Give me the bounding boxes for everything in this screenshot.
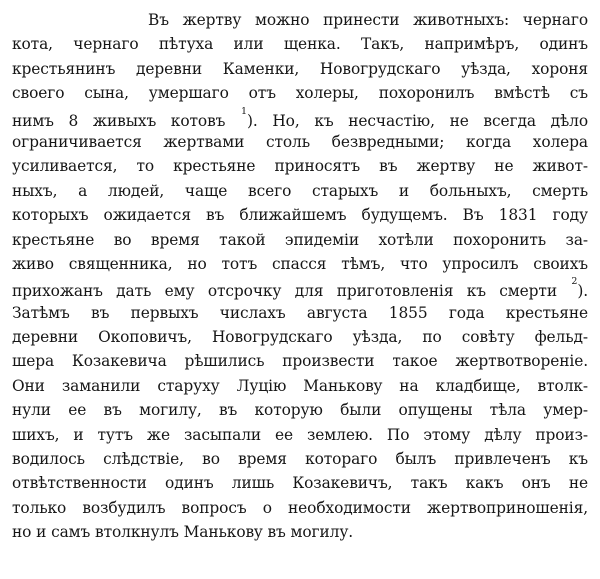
text-line: своего сына, умершаго отъ холеры, похоронилъ вмѣстѣ съ [12, 84, 588, 103]
text-line: но и самъ втолкнулъ Маньковy въ могилу. [12, 523, 354, 542]
text-line: которыхъ ожидается въ ближайшемъ будущемъ. Въ 1831 году [12, 206, 588, 225]
footnote-marker: 2 [571, 276, 578, 288]
text-line: усиливается, то крестьяне приносятъ въ жертву не живот- [12, 157, 588, 176]
text-line: крестьяне во время такой эпидеміи хотѣли похоронить за- [12, 230, 588, 249]
footnote-marker: 1 [241, 105, 247, 117]
text-line: водилось слѣдствіе, во время котораго былъ привлеченъ къ [12, 450, 588, 469]
text-line: крестьянинъ деревни Каменки, Новогрудскаго уѣзда, хороня [12, 59, 588, 78]
text-line: прихожанъ дать ему отсрочку для приготовленія къ смерти $^2$). [12, 276, 589, 301]
text-line: нули ее въ могилу, въ которую были опущены тѣла умер- [12, 401, 588, 420]
text-line: только возбудилъ вопросъ о необходимости жертвоприношенія, [12, 498, 588, 517]
text-line: шера Козакевича рѣшились произвести такое жертвотвореніе. [12, 352, 588, 371]
text-line: ограничивается жертвами столь безвредными; когда холера [12, 132, 588, 151]
text-line: шихъ, и тутъ же засыпали ее землею. По этому дѣлу произ- [12, 425, 588, 444]
text-line: ныхъ, а людей, чаще всего старыхъ и больныхъ, смерть [12, 181, 588, 200]
text-line: Въ жертву можно принести животныхъ: чернаго [148, 11, 588, 29]
text-line: кота, чернаго пѣтуха или щенка. Такъ, напримѣръ, одинъ [12, 35, 588, 54]
text-line: отвѣтственности одинъ лишь Козакевичъ, такъ какъ онъ не [12, 474, 588, 493]
text-line: живо священника, но тотъ спасся тѣмъ, что упросилъ своихъ [12, 254, 588, 273]
text-line: деревни Окоповичъ, Новогрудскаго уѣзда, по совѣту фельд- [12, 328, 588, 347]
paragraph [12, 8, 588, 545]
text-line: Они заманили старуху Луцію Маньковy на кладбище, втолк- [12, 376, 588, 395]
text-line: Затѣмъ въ первыхъ числахъ августа 1855 года крестьяне [12, 303, 588, 322]
text-line: нимъ 8 живыхъ котовъ $^1$). Но, къ несчастію, не всегда дѣло [12, 105, 589, 130]
